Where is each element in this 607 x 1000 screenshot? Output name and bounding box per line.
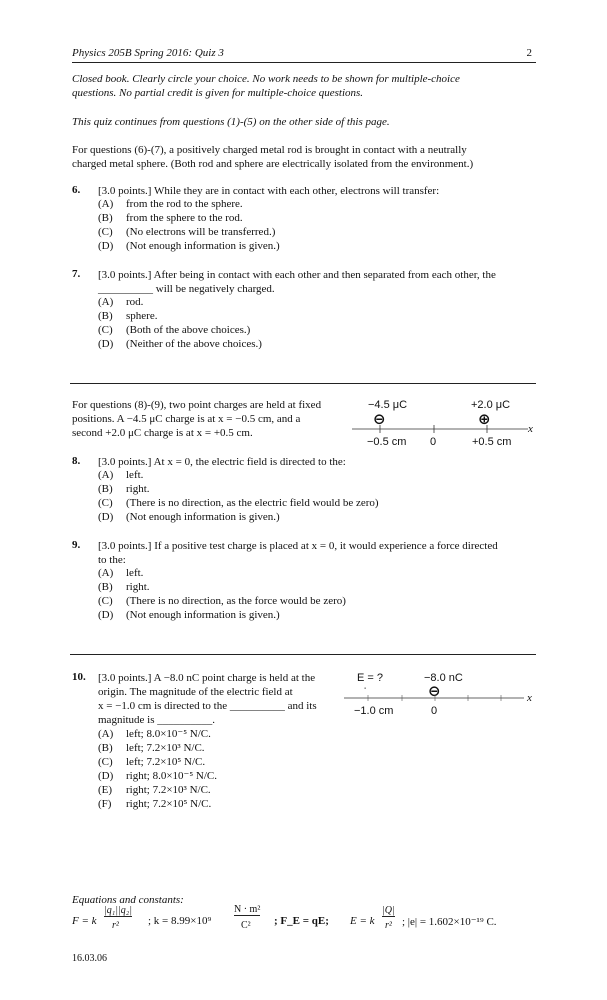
option-7b[interactable]: (B) sphere. <box>98 310 158 322</box>
question-7-stem-line-1: [3.0 points.] After being in contact with each other and then separated from each other, the <box>98 269 496 281</box>
question-7-stem <box>98 268 543 296</box>
fig1-left-charge-label: −4.5 μC <box>368 399 408 411</box>
fig1-tick-label-right: +0.5 cm <box>472 436 512 448</box>
coulomb-force-numerator: |q₁||q₂| <box>104 905 132 916</box>
option-10a[interactable]: (A) left; 8.0×10⁻⁵ N/C. <box>98 728 211 740</box>
question-8-stem: [3.0 points.] At x = 0, the electric field is directed to the: <box>98 456 346 468</box>
coulomb-constant: ; k = 8.99×10⁹ <box>148 915 212 927</box>
question-10-stem-line-3: x = −1.0 cm is directed to the __________ and its <box>98 700 317 712</box>
question-7-number: 7. <box>72 268 81 280</box>
intro-6-7-line-2: charged metal sphere. (Both rod and sphere are electrically isolated from the environment.) <box>72 158 474 170</box>
option-10f[interactable]: (F) right; 7.2×10⁵ N/C. <box>98 798 212 810</box>
question-10-options <box>98 727 338 811</box>
page-header <box>72 47 536 63</box>
negative-charge-icon: ⊖ <box>373 411 386 428</box>
question-10-stem-line-2: origin. The magnitude of the electric field at <box>98 686 293 698</box>
question-6-number: 6. <box>72 184 81 196</box>
option-7a[interactable]: (A) rod. <box>98 296 144 308</box>
question-9-stem <box>98 539 543 567</box>
question-8-options <box>98 468 518 524</box>
question-9-stem-line-2: to the: <box>98 554 126 566</box>
fig1-axis-label: x <box>528 423 533 435</box>
fig2-axis-label: x <box>527 692 532 704</box>
question-8-number: 8. <box>72 455 81 467</box>
intro-questions-6-7 <box>72 143 542 171</box>
footer-code: 16.03.06 <box>72 953 107 964</box>
fig1-tick-label-left: −0.5 cm <box>367 436 407 448</box>
question-7-options <box>98 295 498 351</box>
option-6c[interactable]: (C) (No electrons will be transferred.) <box>98 226 276 238</box>
coulomb-force-denominator: r² <box>112 920 119 931</box>
intro-questions-8-9 <box>72 398 362 440</box>
coulomb-force-lhs: F = k <box>72 915 97 927</box>
option-6b[interactable]: (B) from the sphere to the rod. <box>98 212 243 224</box>
instructions-line-2: questions. No partial credit is given for multiple-choice questions. <box>72 87 364 99</box>
option-8a[interactable]: (A) left. <box>98 469 144 481</box>
question-6-options <box>98 197 498 253</box>
option-10d[interactable]: (D) right; 8.0×10⁻⁵ N/C. <box>98 770 218 782</box>
quiz-title: Physics 205B Spring 2016: Quiz 3 <box>72 47 224 59</box>
intro-8-9-line-3: second +2.0 μC charge is at x = +0.5 cm. <box>72 427 253 439</box>
electric-force-formula: ; F_E = qE; <box>274 915 329 927</box>
option-10b[interactable]: (B) left; 7.2×10³ N/C. <box>98 742 205 754</box>
section-divider-2 <box>70 654 536 655</box>
option-7c[interactable]: (C) (Both of the above choices.) <box>98 324 251 336</box>
intro-8-9-line-1: For questions (8)-(9), two point charges are held at fixed <box>72 399 322 411</box>
continuation-note: This quiz continues from questions (1)-(5) on the other side of this page. <box>72 116 390 128</box>
coulomb-constant-unit-numerator: N · m² <box>234 904 261 915</box>
elementary-charge: ; |e| = 1.602×10⁻¹⁹ C. <box>402 916 497 928</box>
question-6-stem: [3.0 points.] While they are in contact with each other, electrons will transfer: <box>98 185 440 197</box>
question-7-stem-line-2: __________ will be negatively charged. <box>98 283 275 295</box>
question-9-options <box>98 566 518 622</box>
option-9a[interactable]: (A) left. <box>98 567 144 579</box>
question-10-number: 10. <box>72 671 86 683</box>
fig2-axis <box>342 692 532 704</box>
fig2-tick-label-right: 0 <box>431 705 438 717</box>
equations-title: Equations and constants: <box>72 894 184 906</box>
intro-8-9-line-2: positions. A −4.5 μC charge is at x = −0.5 cm, and a <box>72 413 301 425</box>
question-9-stem-line-1: [3.0 points.] If a positive test charge is placed at x = 0, it would experience a force directed <box>98 540 498 552</box>
fig2-field-label: E = ? <box>357 672 383 684</box>
electric-field-numerator: |Q| <box>382 905 395 916</box>
option-9c[interactable]: (C) (There is no direction, as the force would be zero) <box>98 595 346 607</box>
option-10c[interactable]: (C) left; 7.2×10⁵ N/C. <box>98 756 206 768</box>
intro-6-7-line-1: For questions (6)-(7), a positively charged metal rod is brought in contact with a neutrally <box>72 144 467 156</box>
question-9-number: 9. <box>72 539 81 551</box>
fig1-axis <box>350 422 535 436</box>
page-number: 2 <box>526 47 532 59</box>
fig2-tick-label-left: −1.0 cm <box>354 705 394 717</box>
section-divider-1 <box>70 383 536 384</box>
option-9b[interactable]: (B) right. <box>98 581 150 593</box>
option-7d[interactable]: (D) (Neither of the above choices.) <box>98 338 262 350</box>
option-8b[interactable]: (B) right. <box>98 483 150 495</box>
field-point-marker: ▪ <box>364 686 367 692</box>
fig1-right-charge-label: +2.0 μC <box>471 399 511 411</box>
equations-line <box>72 903 542 939</box>
question-10-stem-line-1: [3.0 points.] A −8.0 nC point charge is held at the <box>98 672 316 684</box>
instructions <box>72 72 542 100</box>
option-6a[interactable]: (A) from the rod to the sphere. <box>98 198 243 210</box>
option-8c[interactable]: (C) (There is no direction, as the electric field would be zero) <box>98 497 379 509</box>
question-10-stem <box>98 671 348 727</box>
option-8d[interactable]: (D) (Not enough information is given.) <box>98 511 280 523</box>
fig2-charge-label: −8.0 nC <box>424 672 463 684</box>
electric-field-denominator: r² <box>385 920 392 931</box>
option-9d[interactable]: (D) (Not enough information is given.) <box>98 609 280 621</box>
instructions-line-1: Closed book. Clearly circle your choice. No work needs to be shown for multiple-choice <box>72 73 460 85</box>
negative-charge-icon: ⊖ <box>428 683 441 700</box>
coulomb-constant-unit-denominator: C² <box>241 920 251 931</box>
option-6d[interactable]: (D) (Not enough information is given.) <box>98 240 280 252</box>
option-10e[interactable]: (E) right; 7.2×10³ N/C. <box>98 784 211 796</box>
electric-field-lhs: E = k <box>350 915 375 927</box>
fig1-tick-label-mid: 0 <box>430 436 437 448</box>
positive-charge-icon: ⊕ <box>478 411 491 428</box>
question-10-stem-line-4: magnitude is __________. <box>98 714 216 726</box>
